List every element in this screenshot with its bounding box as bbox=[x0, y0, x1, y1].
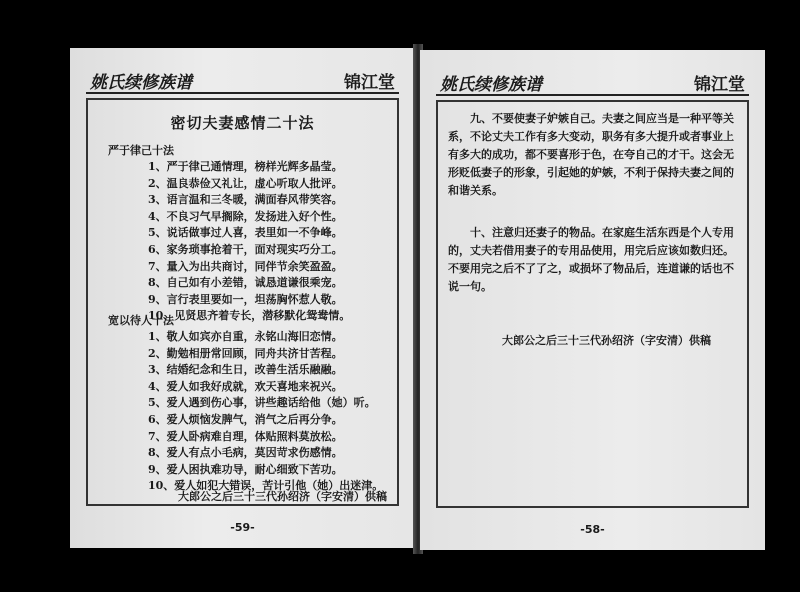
tolerance-item: 4、爱人如我好成就，欢天喜地来祝兴。 bbox=[148, 379, 343, 393]
tolerance-item: 8、爱人有点小毛病，莫因苛求伤感情。 bbox=[148, 446, 343, 460]
genealogy-title: 姚氏续修族谱 bbox=[440, 75, 542, 95]
left-page bbox=[70, 48, 415, 548]
self-discipline-item: 3、语言温和三冬暖，满面春风带笑容。 bbox=[148, 193, 343, 207]
paragraph-nine: 九、不要使妻子妒嫉自己。夫妻之间应当是一种平等关系，不论丈夫工作有多大变动，职务有多大提升或者事业上有多大的成功，都不要喜形于色，在夸自己的才干。这会无形贬低妻子的形象，引起她的妒嫉，不利于保持夫妻之间的和谐关系。 bbox=[448, 112, 734, 197]
section-title-self-discipline: 严于律己十法 bbox=[108, 144, 174, 157]
self-discipline-item: 4、不良习气早搁除，发扬进入好个性。 bbox=[148, 209, 343, 223]
tolerance-item: 6、爱人烦恼发脾气，消气之后再分争。 bbox=[148, 413, 343, 426]
page-number: -59- bbox=[230, 521, 255, 534]
section-title-tolerance: 宽以待人十法 bbox=[108, 314, 174, 327]
self-discipline-item: 9、言行表里要如一，坦荡胸怀惹人敬。 bbox=[148, 292, 343, 306]
self-discipline-item: 10、见贤思齐着专长，潜移默化鸳鸯情。 bbox=[148, 309, 351, 323]
right-content-frame bbox=[436, 100, 749, 508]
credit-line: 大郎公之后三十三代孙绍济（字安清）供稿 bbox=[502, 334, 711, 347]
self-discipline-item: 8、自己如有小差错，诚恳道谦很乘宠。 bbox=[148, 276, 343, 290]
tolerance-item: 3、结婚纪念和生日，改善生活乐融融。 bbox=[148, 363, 343, 377]
self-discipline-item: 2、温良恭俭又礼让，虚心听取人批评。 bbox=[148, 176, 343, 190]
tolerance-item: 1、敬人如宾亦自重，永铭山海旧恋情。 bbox=[148, 330, 343, 343]
right-page-header bbox=[436, 68, 749, 96]
credit-line: 大郎公之后三十三代孙绍济（字安清）供稿 bbox=[178, 490, 387, 503]
paragraph-ten: 十、注意归还妻子的物品。在家庭生活东西是个人专用的，丈夫若借用妻子的专用品使用，用完后应该如数归还。不要用完之后不了了之，或损坏了物品后，连道谦的话也不说一句。 bbox=[448, 226, 734, 293]
tolerance-item: 9、爱人困执难功导，耐心细致下苦功。 bbox=[148, 462, 343, 476]
tolerance-item: 10、爱人如犯大错误，苦计引他（她）出迷津。 bbox=[148, 479, 384, 493]
genealogy-title: 姚氏续修族谱 bbox=[90, 73, 192, 93]
page-title: 密切夫妻感情二十法 bbox=[170, 114, 315, 132]
hall-name: 锦江堂 bbox=[694, 75, 745, 95]
self-discipline-item: 6、家务琐事抢着干，面对现实巧分工。 bbox=[148, 243, 343, 256]
left-content-frame bbox=[86, 98, 399, 506]
tolerance-item: 7、爱人卧病难自理，体贴照料莫放松。 bbox=[148, 429, 343, 443]
hall-name: 锦江堂 bbox=[344, 73, 395, 93]
tolerance-item: 2、勤勉相册常回顾，同舟共济甘苦程。 bbox=[148, 346, 343, 360]
left-page-header bbox=[86, 66, 399, 94]
tolerance-item: 5、爱人遇到伤心事，讲些趣话给他（她）听。 bbox=[148, 396, 376, 410]
self-discipline-item: 5、说话做事过人喜，表里如一不争峰。 bbox=[148, 226, 343, 240]
self-discipline-item: 7、量入为出共商讨，同伴节余笑盈盈。 bbox=[148, 259, 343, 273]
self-discipline-item: 1、严于律己通情理，榜样光辉多晶莹。 bbox=[148, 160, 343, 173]
page-number: -58- bbox=[580, 523, 605, 536]
right-page bbox=[420, 50, 765, 550]
